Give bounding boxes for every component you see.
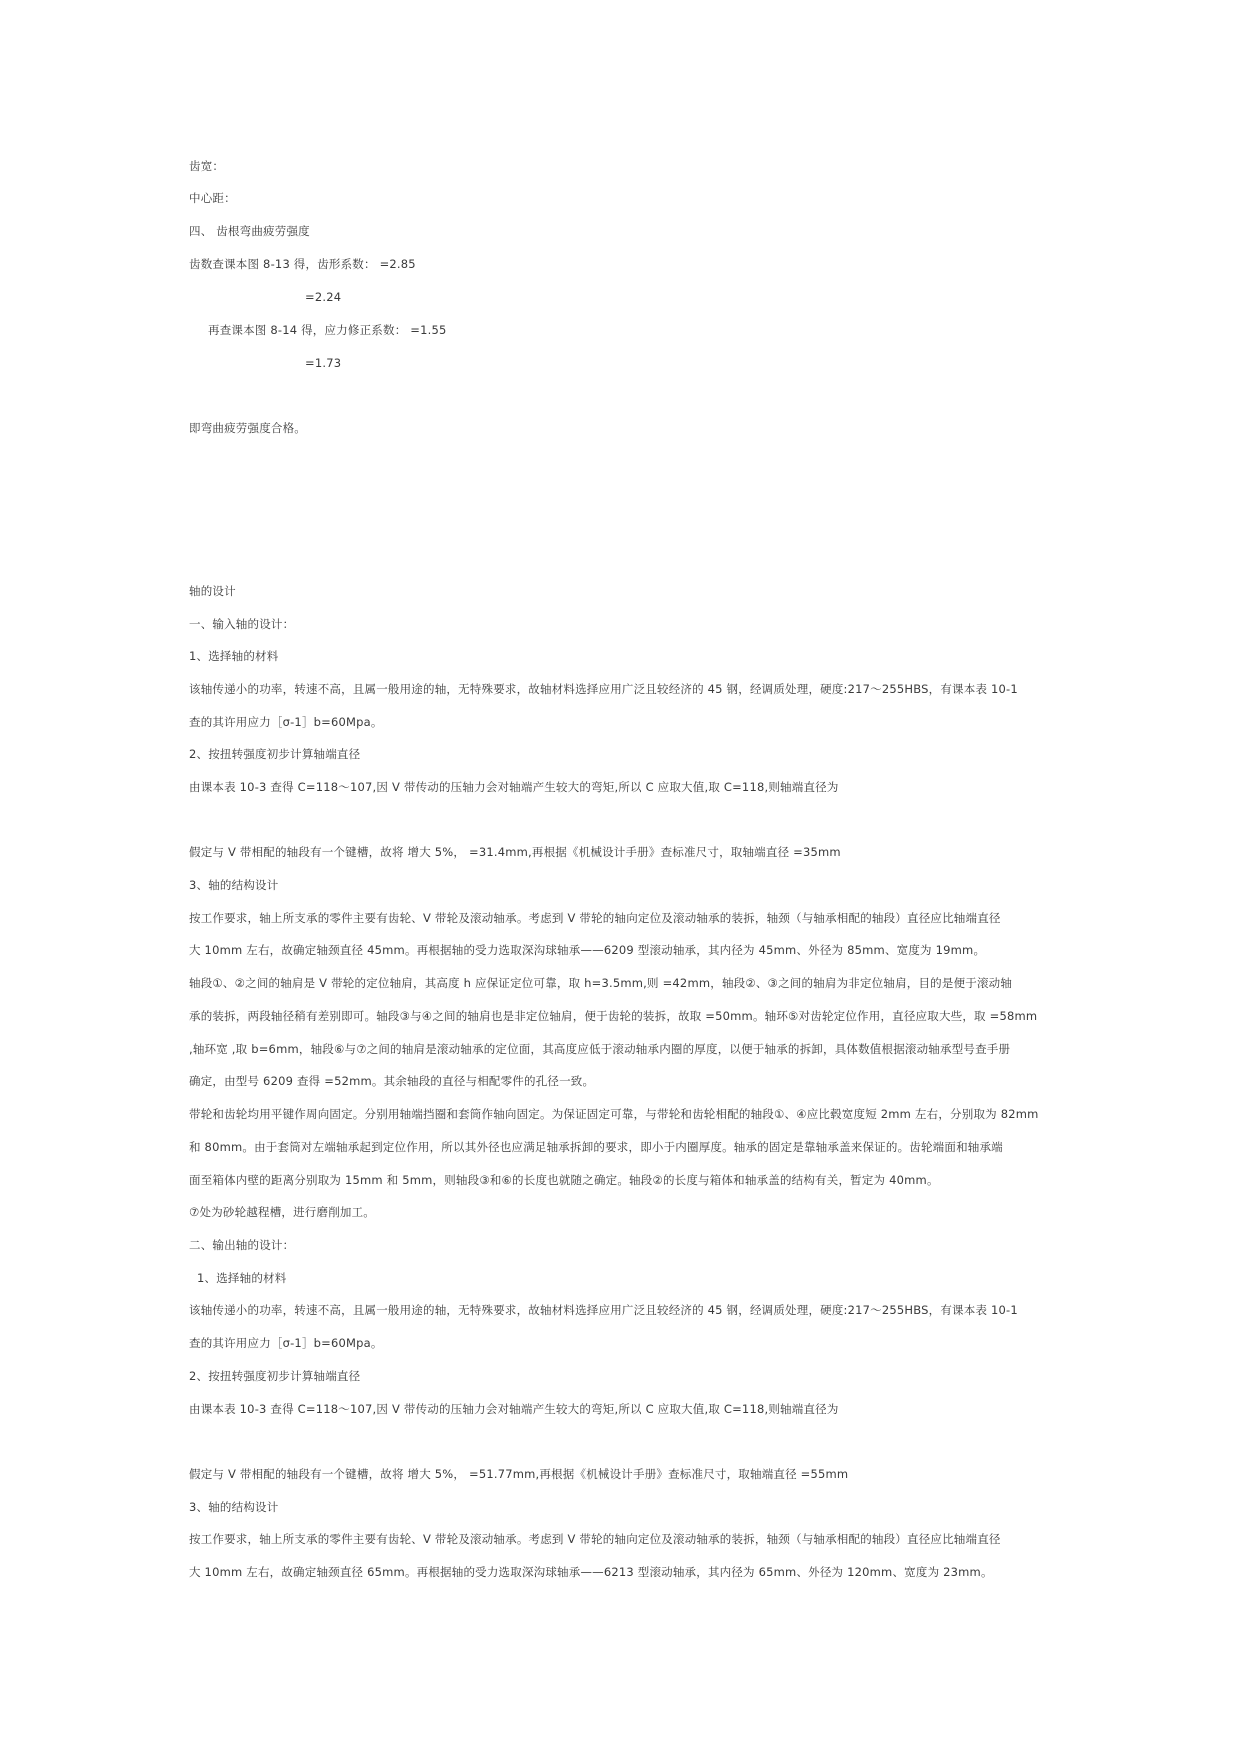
text-line: 再查课本图 8-14 得，应力修正系数： =1.55 <box>208 323 447 337</box>
paragraph-line: 面至箱体内壁的距离分别取为 15mm 和 5mm，则轴段③和⑥的长度也就随之确定。轴段②的长度与箱体和轴承盖的结构有关，暂定为 40mm。 <box>189 1173 939 1187</box>
paragraph-line: 该轴传递小的功率，转速不高，且属一般用途的轴，无特殊要求，故轴材料选择应用广泛且较经济的 45 钢，经调质处理，硬度:217～255HBS，有课本表 10-1 <box>189 1303 1018 1317</box>
subsection-heading: 2、按扭转强度初步计算轴端直径 <box>189 1369 361 1383</box>
subsection-heading: 3、轴的结构设计 <box>189 1500 279 1514</box>
paragraph-line: ⑦处为砂轮越程槽，进行磨削加工。 <box>189 1205 376 1219</box>
subsection-heading: 3、轴的结构设计 <box>189 878 279 892</box>
paragraph-line: 确定，由型号 6209 查得 =52mm。其余轴段的直径与相配零件的孔径一致。 <box>189 1074 595 1088</box>
text-line: 中心距： <box>189 191 236 205</box>
text-line: 即弯曲疲劳强度合格。 <box>189 421 306 435</box>
section-heading: 四、 齿根弯曲疲劳强度 <box>189 224 310 238</box>
value-line: =2.24 <box>305 290 342 304</box>
subsection-heading: 1、选择轴的材料 <box>189 649 279 663</box>
paragraph-line: 查的其许用应力［σ-1］b=60Mpa。 <box>189 1336 383 1350</box>
paragraph-line: 查的其许用应力［σ-1］b=60Mpa。 <box>189 715 383 729</box>
paragraph-line: 大 10mm 左右，故确定轴颈直径 65mm。再根据轴的受力选取深沟球轴承——6213 型滚动轴承，其内径为 65mm、外径为 120mm、宽度为 23mm。 <box>189 1565 993 1579</box>
subsection-heading: 1、选择轴的材料 <box>197 1271 287 1285</box>
paragraph-line: 轴段①、②之间的轴肩是 V 带轮的定位轴肩，其高度 h 应保证定位可靠，取 h=3.5mm,则 =42mm，轴段②、③之间的轴肩为非定位轴肩，目的是便于滚动轴 <box>189 976 1013 990</box>
paragraph-line: 由课本表 10-3 查得 C=118～107,因 V 带传动的压轴力会对轴端产生较大的弯矩,所以 C 应取大值,取 C=118,则轴端直径为 <box>189 780 839 794</box>
text-line: 齿宽： <box>189 159 225 173</box>
section-heading: 轴的设计 <box>189 584 236 598</box>
paragraph-line: 和 80mm。由于套筒对左端轴承起到定位作用，所以其外径也应满足轴承拆卸的要求，即小于内圈厚度。轴承的固定是靠轴承盖来保证的。齿轮端面和轴承端 <box>189 1140 1003 1154</box>
paragraph-line: 带轮和齿轮均用平键作周向固定。分别用轴端挡圈和套筒作轴向固定。为保证固定可靠，与带轮和齿轮相配的轴段①、④应比毂宽度短 2mm 左右，分别取为 82mm <box>189 1107 1039 1121</box>
paragraph-line: ,轴环宽 ,取 b=6mm，轴段⑥与⑦之间的轴肩是滚动轴承的定位面，其高度应低于滚动轴承内圈的厚度，以便于轴承的拆卸，具体数值根据滚动轴承型号查手册 <box>189 1042 1011 1056</box>
paragraph-line: 假定与 V 带相配的轴段有一个键槽，故将 增大 5%， =51.77mm,再根据《机械设计手册》查标准尺寸，取轴端直径 =55mm <box>189 1467 849 1481</box>
section-heading: 一、输入轴的设计： <box>189 617 295 631</box>
paragraph-line: 由课本表 10-3 查得 C=118～107,因 V 带传动的压轴力会对轴端产生较大的弯矩,所以 C 应取大值,取 C=118,则轴端直径为 <box>189 1402 839 1416</box>
paragraph-line: 该轴传递小的功率，转速不高，且属一般用途的轴，无特殊要求，故轴材料选择应用广泛且较经济的 45 钢，经调质处理，硬度:217～255HBS，有课本表 10-1 <box>189 682 1018 696</box>
subsection-heading: 2、按扭转强度初步计算轴端直径 <box>189 747 361 761</box>
paragraph-line: 承的装拆，两段轴径稍有差别即可。轴段③与④之间的轴肩也是非定位轴肩，便于齿轮的装拆，故取 =50mm。轴环⑤对齿轮定位作用，直径应取大些，取 =58mm <box>189 1009 1038 1023</box>
section-heading: 二、输出轴的设计： <box>189 1238 295 1252</box>
paragraph-line: 按工作要求，轴上所支承的零件主要有齿轮、V 带轮及滚动轴承。考虑到 V 带轮的轴向定位及滚动轴承的装拆，轴颈（与轴承相配的轴段）直径应比轴端直径 <box>189 911 1001 925</box>
paragraph-line: 按工作要求，轴上所支承的零件主要有齿轮、V 带轮及滚动轴承。考虑到 V 带轮的轴向定位及滚动轴承的装拆，轴颈（与轴承相配的轴段）直径应比轴端直径 <box>189 1532 1001 1546</box>
paragraph-line: 假定与 V 带相配的轴段有一个键槽，故将 增大 5%， =31.4mm,再根据《机械设计手册》查标准尺寸，取轴端直径 =35mm <box>189 845 841 859</box>
paragraph-line: 大 10mm 左右，故确定轴颈直径 45mm。再根据轴的受力选取深沟球轴承——6209 型滚动轴承，其内径为 45mm、外径为 85mm、宽度为 19mm。 <box>189 943 986 957</box>
value-line: =1.73 <box>305 356 342 370</box>
text-line: 齿数查课本图 8-13 得，齿形系数： =2.85 <box>189 257 416 271</box>
